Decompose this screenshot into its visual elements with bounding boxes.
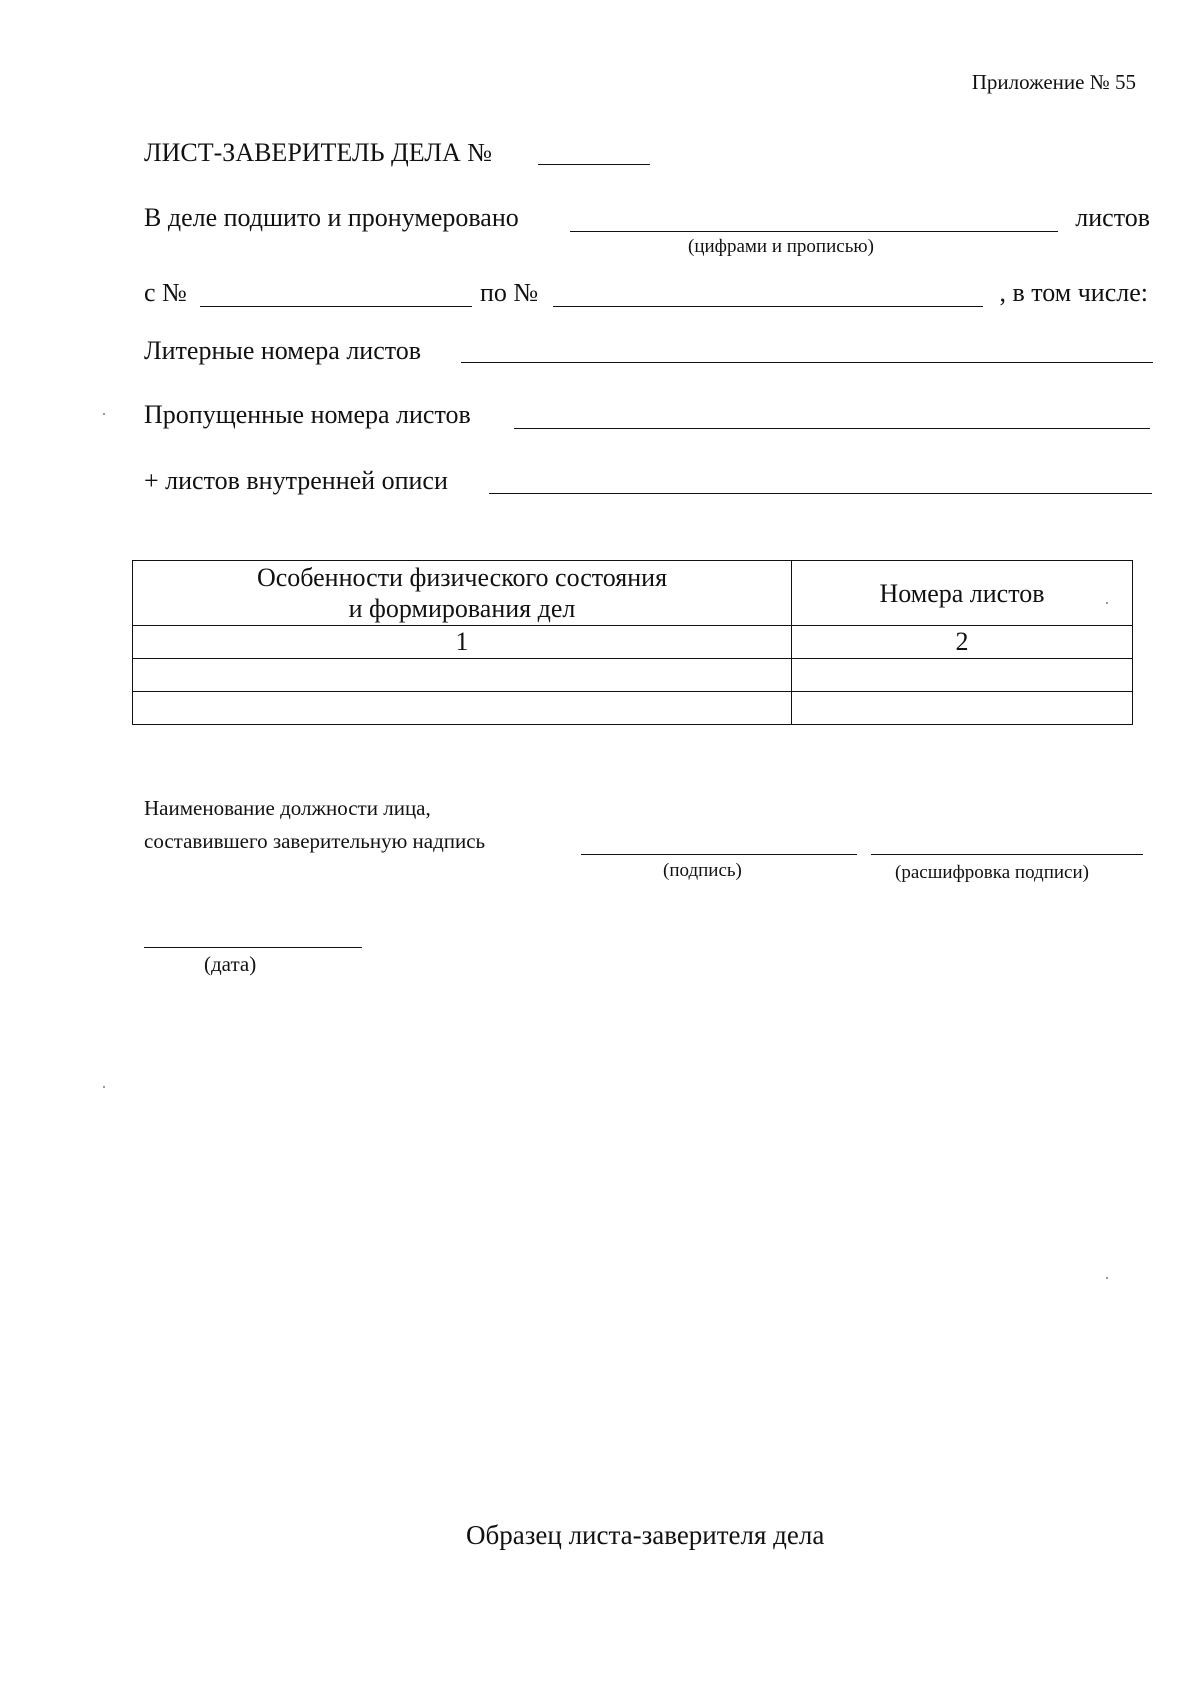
scan-speck	[103, 1086, 105, 1088]
header-sheet-numbers: Номера листов	[792, 561, 1133, 626]
header-features-line2: и формирования дел	[348, 594, 576, 623]
table-row	[133, 659, 1133, 692]
table-cell[interactable]	[792, 659, 1133, 692]
signature-hint: (подпись)	[663, 860, 742, 881]
inner-inventory-label: + листов внутренней описи	[144, 466, 448, 495]
sheet-count-field[interactable]	[570, 231, 1058, 232]
scan-speck	[1106, 602, 1108, 604]
inner-inventory-field[interactable]	[489, 493, 1152, 494]
sewn-label: В деле подшито и пронумеровано	[144, 203, 519, 232]
table-cell[interactable]	[133, 692, 792, 725]
scan-speck	[1106, 1277, 1108, 1279]
position-label-line1: Наименование должности лица,	[144, 796, 431, 820]
from-label: с №	[144, 278, 187, 307]
table-cell[interactable]	[133, 659, 792, 692]
table-header-row	[133, 561, 1133, 626]
case-number-field[interactable]	[538, 164, 650, 165]
column-number-1: 1	[133, 626, 792, 659]
to-number-field[interactable]	[553, 306, 983, 307]
scan-speck	[103, 413, 105, 415]
column-number-2: 2	[792, 626, 1133, 659]
table-row	[133, 626, 1133, 659]
header-features	[133, 561, 792, 626]
including-label: , в том числе:	[999, 278, 1148, 307]
missing-numbers-field[interactable]	[514, 428, 1150, 429]
appendix-number: Приложение № 55	[971, 70, 1136, 94]
date-field[interactable]	[144, 947, 362, 948]
signature-decoding-hint: (расшифровка подписи)	[895, 862, 1089, 883]
sheets-unit: листов	[1075, 203, 1150, 232]
date-hint: (дата)	[204, 952, 257, 976]
signature-field[interactable]	[581, 854, 857, 855]
from-number-field[interactable]	[200, 306, 472, 307]
letter-numbers-field[interactable]	[461, 362, 1153, 363]
caption: Образец листа-заверителя дела	[466, 1520, 825, 1550]
sewn-hint: (цифрами и прописью)	[688, 236, 874, 257]
table-row	[133, 692, 1133, 725]
signature-decoding-field[interactable]	[871, 854, 1143, 855]
to-label: по №	[480, 278, 539, 307]
document-title: ЛИСТ-ЗАВЕРИТЕЛЬ ДЕЛА №	[144, 138, 493, 167]
condition-table	[132, 560, 1133, 725]
table-cell[interactable]	[792, 692, 1133, 725]
missing-numbers-label: Пропущенные номера листов	[144, 400, 471, 429]
header-features-line1: Особенности физического состояния	[256, 563, 668, 592]
letter-numbers-label: Литерные номера листов	[144, 336, 422, 365]
position-label-line2: составившего заверительную надпись	[144, 829, 486, 853]
